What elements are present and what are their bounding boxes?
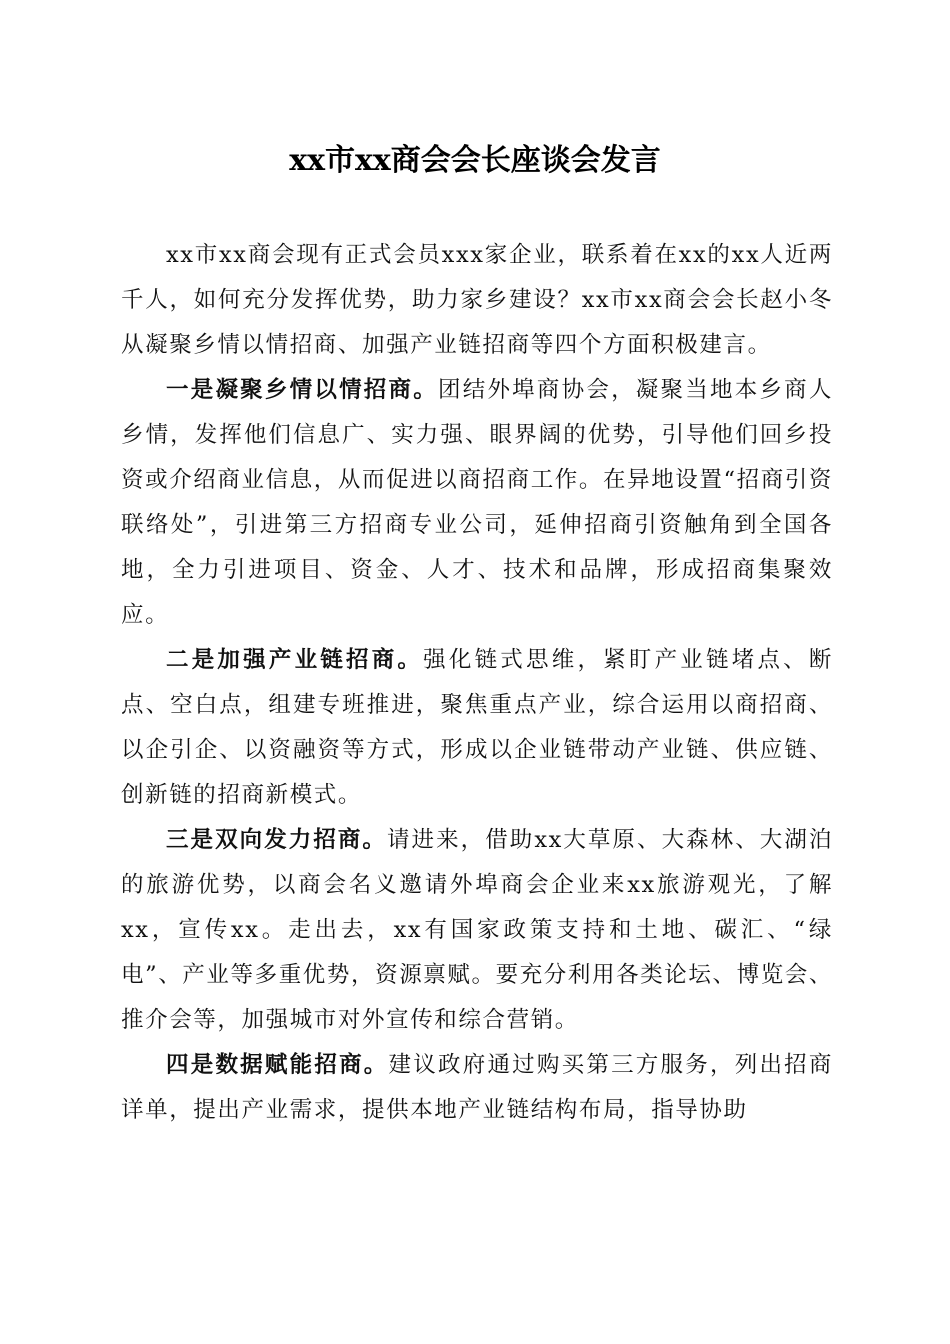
section-paragraph-2 [121, 638, 833, 818]
section-paragraph-1 [121, 368, 833, 638]
section-paragraph-3 [121, 818, 833, 1043]
section-lead: 二是加强产业链招商。 [166, 647, 424, 673]
intro-paragraph: xx市xx商会现有正式会员xxx家企业，联系着在xx的xx人近两千人，如何充分发挥优势，助力家乡建设？xx市xx商会会长赵小冬从凝聚乡情以情招商、加强产业链招商等四个方面积极建言。 [121, 242, 833, 358]
section-text: 强化链式思维，紧盯产业链堵点、断点、空白点，组建专班推进，聚焦重点产业，综合运用以商招商、以企引企、以资融资等方式，形成以企业链带动产业链、供应链、创新链的招商新模式。 [121, 647, 833, 808]
section-lead: 四是数据赋能招商。 [166, 1052, 389, 1078]
document-title: xx市xx商会会长座谈会发言 [289, 143, 661, 178]
section-lead: 三是双向发力招商。 [166, 827, 387, 853]
section-text: 请进来，借助xx大草原、大森林、大湖泊的旅游优势，以商会名义邀请外埠商会企业来xx旅游观光，了解xx，宣传xx。走出去，xx有国家政策支持和土地、碳汇、“绿电”、产业等多重优势，资源禀赋。要充分利用各类论坛、博览会、推介会等，加强城市对外宣传和综合营销。 [121, 827, 834, 1033]
section-paragraph-4 [121, 1043, 833, 1133]
document-body [121, 233, 833, 1133]
section-lead: 一是凝聚乡情以情招商。 [166, 377, 438, 403]
section-text: 建议政府通过购买第三方服务，列出招商详单，提出产业需求，提供本地产业链结构布局，指导协助 [121, 1052, 833, 1123]
section-text: 团结外埠商协会，凝聚当地本乡商人乡情，发挥他们信息广、实力强、眼界阔的优势，引导他们回乡投资或介绍商业信息，从而促进以商招商工作。在异地设置“招商引资联络处”，引进第三方招商专业公司，延伸招商引资触角到全国各地，全力引进项目、资金、人才、技术和品牌，形成招商集聚效应。 [121, 377, 834, 628]
